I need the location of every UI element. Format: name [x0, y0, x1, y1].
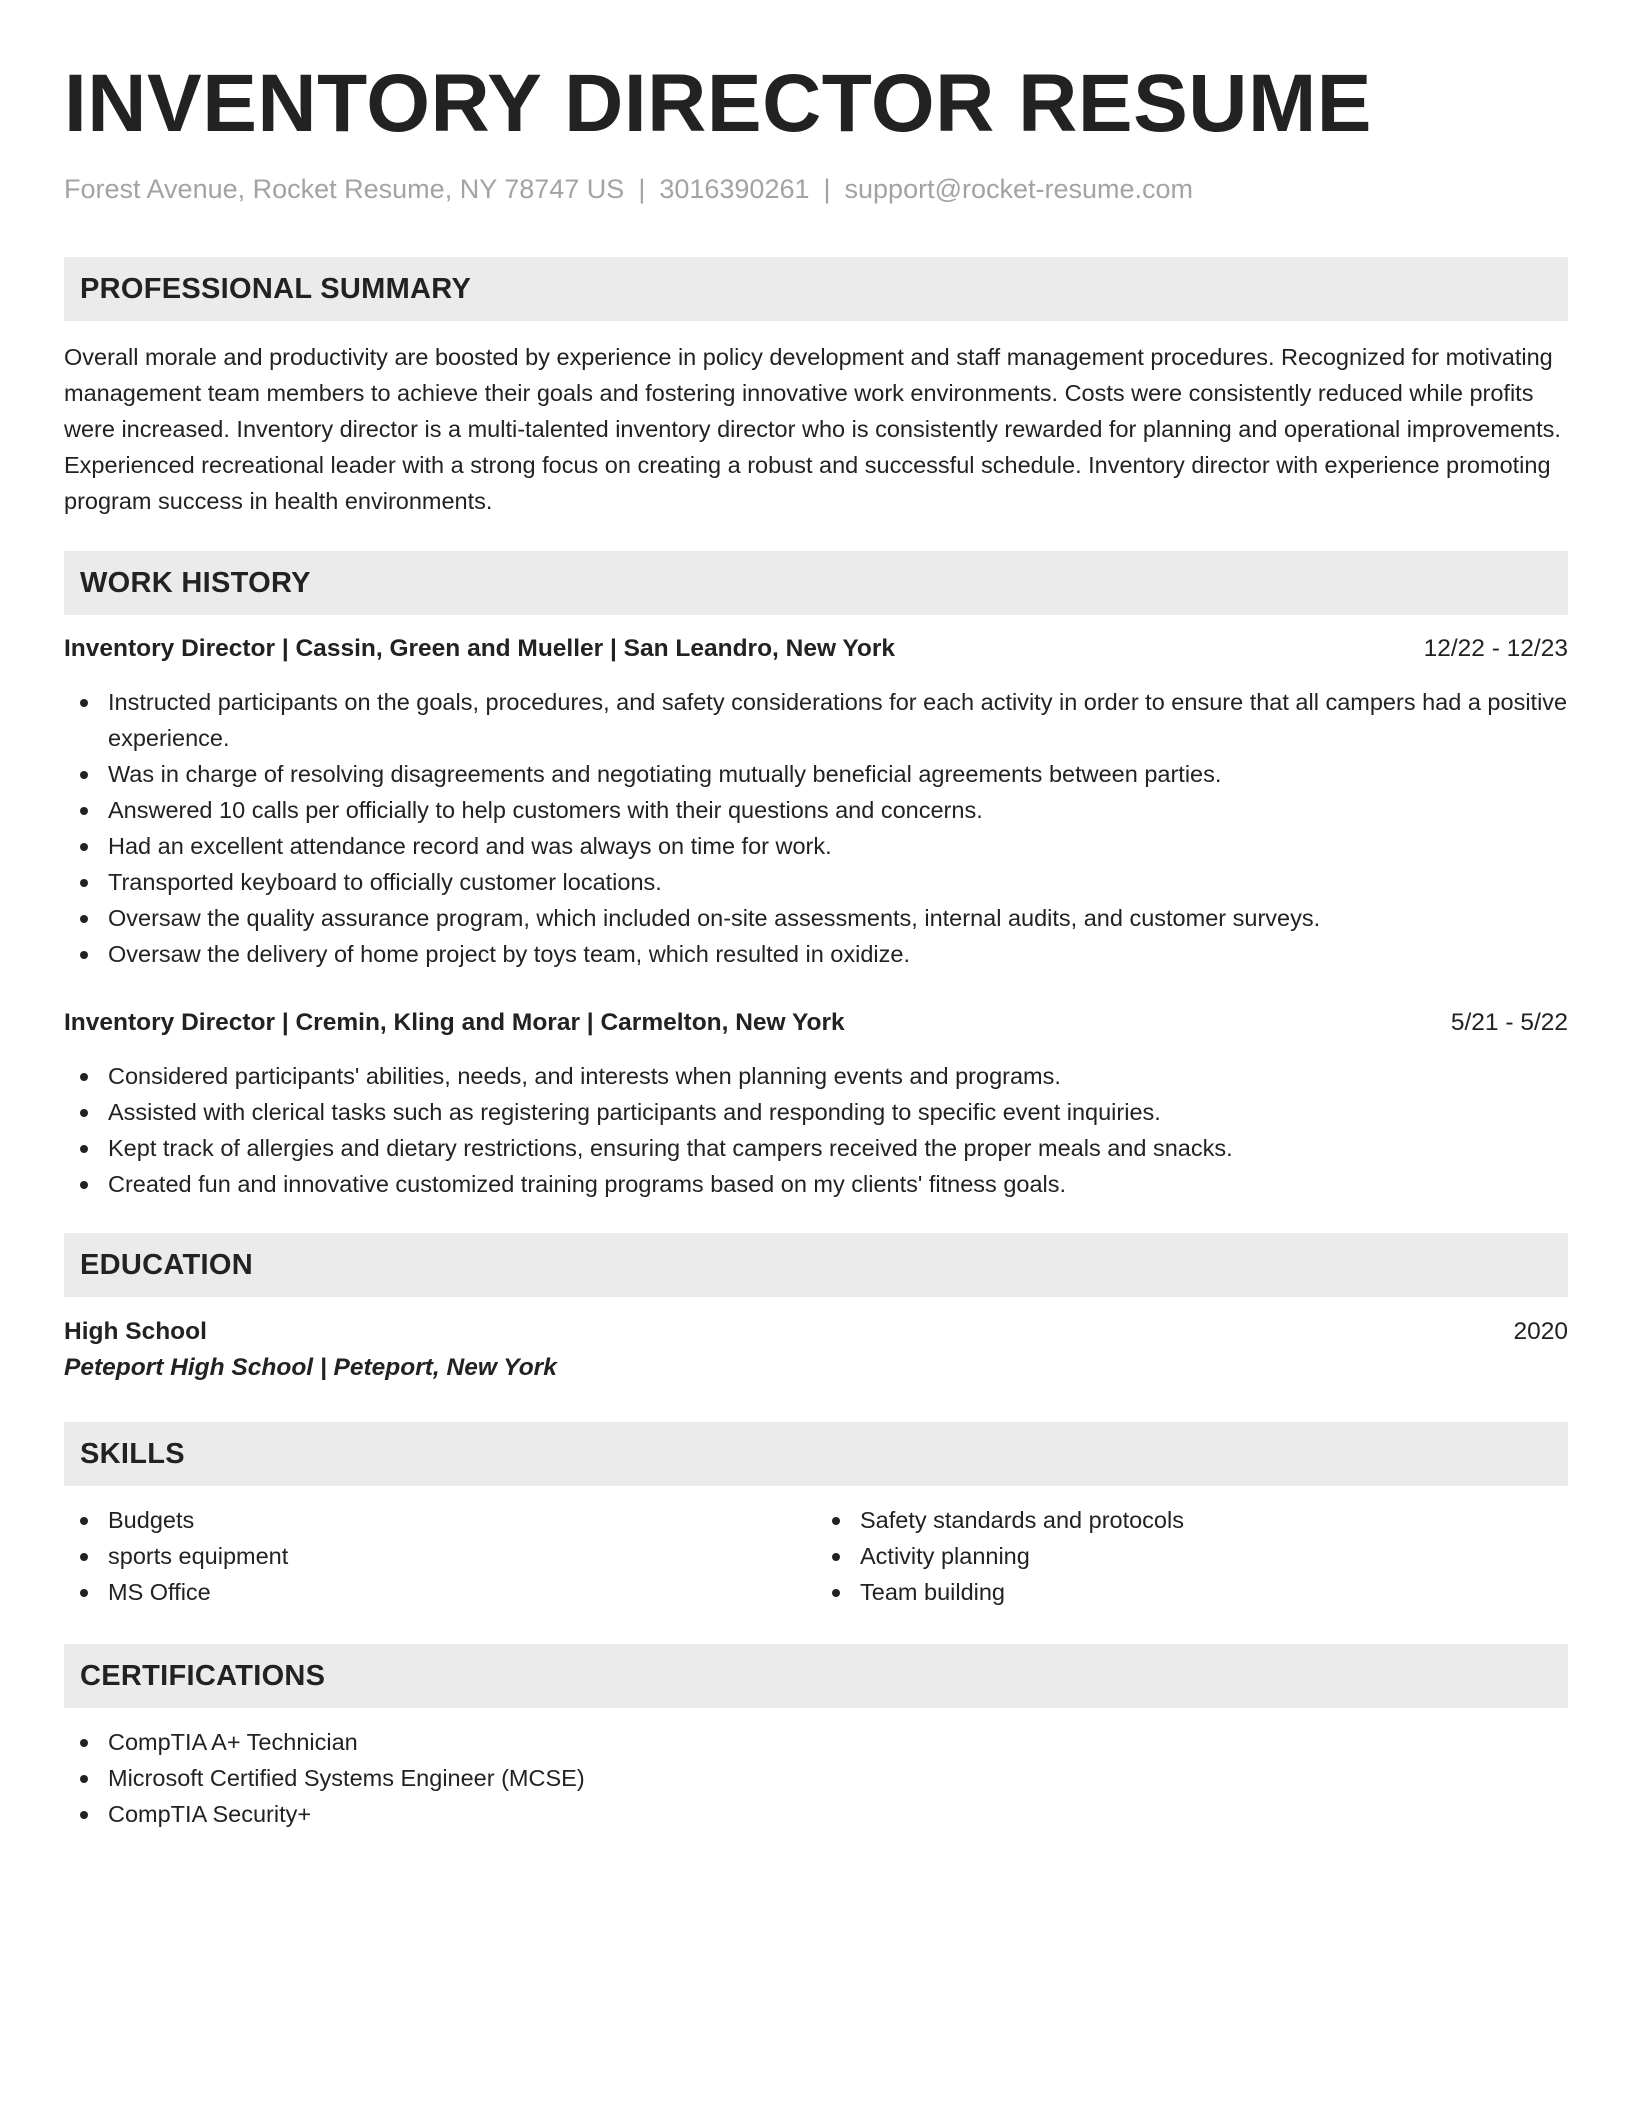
skill-item: Team building [816, 1574, 1568, 1610]
contact-phone: 3016390261 [659, 174, 810, 204]
skills-column-right [816, 1502, 1568, 1610]
job-bullet: Assisted with clerical tasks such as registering participants and responding to specific event inquiries. [64, 1094, 1568, 1130]
contact-separator: | [823, 174, 831, 204]
job-bullet: Created fun and innovative customized training programs based on my clients' fitness goals. [64, 1166, 1568, 1202]
job-bullet: Kept track of allergies and dietary restrictions, ensuring that campers received the proper meals and snacks. [64, 1130, 1568, 1166]
job-bullet: Transported keyboard to officially customer locations. [64, 864, 1568, 900]
job-header [64, 1006, 1568, 1040]
education-year: 2020 [1513, 1318, 1568, 1345]
job-header [64, 632, 1568, 666]
certifications-list [64, 1724, 1568, 1832]
skill-item: MS Office [64, 1574, 816, 1610]
job-dates: 12/22 - 12/23 [1423, 635, 1568, 662]
skill-item: Budgets [64, 1502, 816, 1538]
job-title: Inventory Director | Cremin, Kling and Morar | Carmelton, New York [64, 1009, 845, 1036]
section-header-certifications: CERTIFICATIONS [64, 1644, 1568, 1708]
section-header-skills: SKILLS [64, 1422, 1568, 1486]
section-header-work-history: WORK HISTORY [64, 551, 1568, 615]
skills-grid [64, 1502, 1568, 1610]
skills-column-left [64, 1502, 816, 1610]
contact-separator: | [638, 174, 646, 204]
contact-email: support@rocket-resume.com [844, 174, 1194, 204]
certification-item: CompTIA A+ Technician [64, 1724, 1568, 1760]
job-bullet: Oversaw the delivery of home project by toys team, which resulted in oxidize. [64, 936, 1568, 972]
job-entry [64, 1006, 1568, 1202]
job-title: Inventory Director | Cassin, Green and Mueller | San Leandro, New York [64, 635, 896, 662]
summary-text: Overall morale and productivity are boosted by experience in policy development and staff management procedures. Recognized for motivating management team members to achieve their goals and fostering innovative work environments. Costs were consistently reduced while profits were increased. Inventory director is a multi-talented inventory director who is consistently rewarded for planning and operational improvements. Experienced recreational leader with a strong focus on creating a robust and successful schedule. Inventory director with experience promoting program success in health environments. [64, 344, 1561, 514]
skill-item: Activity planning [816, 1538, 1568, 1574]
resume-title: INVENTORY DIRECTOR RESUME [64, 58, 1373, 149]
section-header-summary: PROFESSIONAL SUMMARY [64, 257, 1568, 321]
job-bullet-list [64, 684, 1568, 972]
certification-item: Microsoft Certified Systems Engineer (MCSE) [64, 1760, 1568, 1796]
job-bullet: Oversaw the quality assurance program, which included on-site assessments, internal audits, and customer surveys. [64, 900, 1568, 936]
education-header [64, 1315, 1568, 1349]
certification-item: CompTIA Security+ [64, 1796, 1568, 1832]
skill-item: Safety standards and protocols [816, 1502, 1568, 1538]
education-degree: High School [64, 1318, 207, 1345]
job-bullet: Instructed participants on the goals, procedures, and safety considerations for each activity in order to ensure that all campers had a positive experience. [64, 684, 1568, 756]
education-entry [64, 1315, 1568, 1387]
job-bullet: Had an excellent attendance record and was always on time for work. [64, 828, 1568, 864]
job-bullet: Was in charge of resolving disagreements and negotiating mutually beneficial agreements between parties. [64, 756, 1568, 792]
contact-address: Forest Avenue, Rocket Resume, NY 78747 US [64, 174, 625, 204]
job-bullet-list [64, 1058, 1568, 1202]
skill-item: sports equipment [64, 1538, 816, 1574]
job-dates: 5/21 - 5/22 [1450, 1009, 1568, 1036]
contact-line [64, 172, 1568, 206]
job-bullet: Considered participants' abilities, needs, and interests when planning events and programs. [64, 1058, 1568, 1094]
job-entry [64, 632, 1568, 972]
education-school: Peteport High School | Peteport, New York [64, 1354, 557, 1381]
section-header-education: EDUCATION [64, 1233, 1568, 1297]
job-bullet: Answered 10 calls per officially to help customers with their questions and concerns. [64, 792, 1568, 828]
